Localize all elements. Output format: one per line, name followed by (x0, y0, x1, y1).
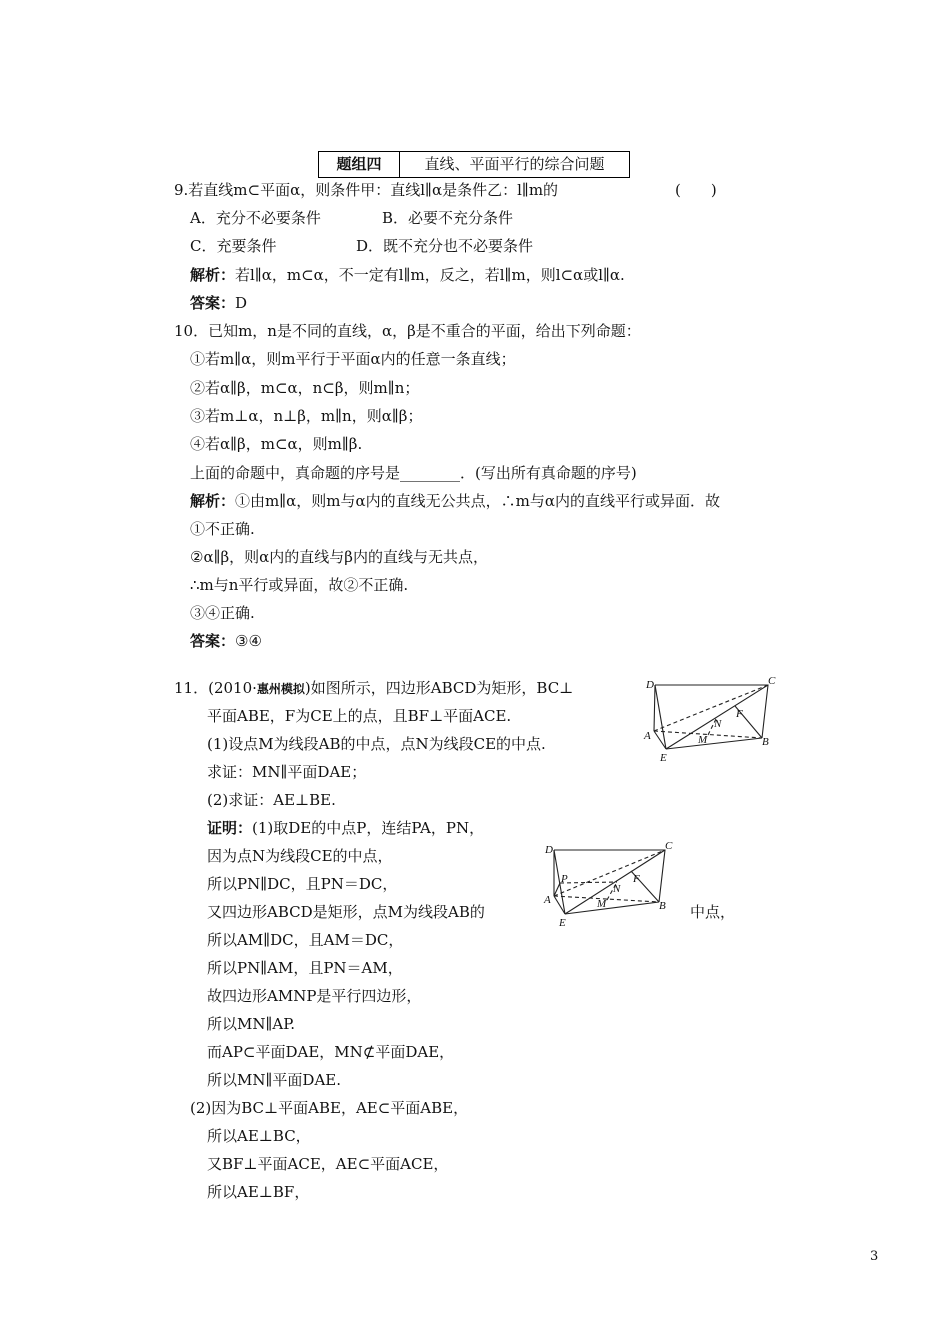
q9-option-c: C．充要条件 (190, 237, 277, 255)
q10-solution-5: ③④正确. (190, 604, 255, 622)
q11-proof-2: 所以PN∥DC，且PN＝DC， (207, 875, 398, 893)
q10-stem: 10．已知m，n是不同的直线，α，β是不重合的平面，给出下列命题： (174, 322, 641, 340)
q10-ask: 上面的命题中，真命题的序号是________．(写出所有真命题的序号) (190, 464, 637, 482)
fig1-label-n: N (714, 718, 722, 730)
q11-stem-2: 平面ABE，F为CE上的点，且BF⊥平面ACE. (207, 707, 512, 725)
q9-solution (190, 264, 625, 286)
q11-source: 惠州模拟 (256, 682, 305, 696)
fig2-edge-eb (565, 902, 659, 914)
fig2-label-e: E (559, 917, 566, 929)
q11-proof-7: 所以MN∥AP. (207, 1015, 296, 1033)
q11-part-1: (1)设点M为线段AB的中点，点N为线段CE的中点. (207, 735, 546, 753)
fig2-label-m: M (597, 898, 607, 910)
q10-solution-3: ②α∥β，则α内的直线与β内的直线与无共点， (190, 548, 488, 566)
figure-2-diagram (541, 838, 681, 933)
q11-part-2: (2)求证：AE⊥BE. (207, 791, 336, 809)
q9-solution-label: 解析： (190, 266, 236, 284)
q9-option-b: B．必要不充分条件 (382, 209, 514, 227)
fig2-label-n: N (613, 883, 621, 895)
q11-prove-1: 求证：MN∥平面DAE； (207, 763, 367, 781)
fig2-label-d: D (545, 844, 553, 856)
page-number: 3 (870, 1249, 879, 1264)
q9-answer-value: D (235, 294, 248, 312)
q11-proof-0 (207, 817, 484, 839)
fig2-edge-ac (554, 850, 665, 896)
section-topic: 直线、平面平行的综合问题 (424, 155, 605, 173)
q11-proof2-2: 又BF⊥平面ACE，AE⊂平面ACE， (207, 1155, 449, 1173)
fig1-edge-de (655, 685, 666, 749)
q9-option-d: D．既不充分也不必要条件 (356, 237, 534, 255)
q9-answer-label: 答案： (190, 294, 236, 312)
fig1-label-e: E (660, 752, 667, 764)
q11-proof2-0: (2)因为BC⊥平面ABE，AE⊂平面ABE， (190, 1099, 469, 1117)
fig2-label-b: B (659, 900, 666, 912)
q11-proof-label: 证明： (207, 819, 253, 837)
fig2-edge-pn (560, 882, 617, 883)
q9-paren: ( ) (675, 181, 717, 199)
q9-answer (190, 292, 247, 314)
section-header (318, 151, 630, 178)
fig2-label-c: C (665, 840, 673, 852)
q11-midpoint-tail: 中点， (690, 903, 736, 921)
q10-prop-3: ③若m⊥α，n⊥β，m∥n，则α∥β； (190, 407, 423, 425)
q10-answer (190, 630, 262, 652)
fig2-label-a: A (544, 894, 551, 906)
q10-prop-4: ④若α∥β，m⊂α，则m∥β. (190, 435, 363, 453)
q11-proof-3: 又四边形ABCD是矩形，点M为线段AB的 (207, 903, 485, 921)
q11-proof-4: 所以AM∥DC，且AM＝DC， (207, 931, 404, 949)
q11-proof-1: 因为点N为线段CE的中点， (207, 847, 393, 865)
fig2-label-f: F (633, 873, 640, 885)
fig1-edge-dcb (655, 685, 768, 738)
q9-stem: 9.若直线m⊂平面α，则条件甲：直线l∥α是条件乙：l∥m的 (174, 181, 559, 199)
q10-solution-text-1: ①由m∥α，则m与α内的直线无公共点，∴m与α内的直线平行或异面．故 (235, 492, 721, 510)
fig1-label-a: A (644, 730, 651, 742)
fig1-label-m: M (698, 734, 708, 746)
q10-solution-label: 解析： (190, 492, 236, 510)
q10-prop-1: ①若m∥α，则m平行于平面α内的任意一条直线； (190, 350, 516, 368)
q11-stem (174, 677, 573, 700)
fig2-edge-ap (554, 883, 560, 896)
q11-proof-text-0: (1)取DE的中点P，连结PA，PN， (252, 819, 485, 837)
q11-proof-6: 故四边形AMNP是平行四边形， (207, 987, 422, 1005)
fig2-edge-ab (554, 896, 659, 902)
fig1-edge-da (654, 685, 655, 731)
fig1-label-c: C (768, 675, 776, 687)
q10-solution-1 (190, 490, 720, 512)
q11-stem-b: )如图所示，四边形ABCD为矩形，BC⊥ (304, 679, 574, 697)
q10-solution-2: ①不正确. (190, 520, 255, 538)
q10-answer-label: 答案： (190, 632, 236, 650)
section-group: 题组四 (319, 152, 400, 177)
q10-prop-2: ②若α∥β，m⊂α，n⊂β，则m∥n； (190, 379, 420, 397)
fig2-edge-dcb (554, 850, 665, 902)
q10-solution-4: ∴m与n平行或异面，故②不正确. (190, 576, 409, 594)
q11-stem-a: 11．(2010· (174, 679, 257, 697)
q11-proof-8: 而AP⊂平面DAE，MN⊄平面DAE， (207, 1043, 455, 1061)
q10-answer-value: ③④ (235, 632, 262, 650)
q9-option-a: A．充分不必要条件 (190, 209, 321, 227)
fig2-edge-ce (565, 850, 665, 914)
figure-1-diagram (640, 673, 780, 768)
fig1-label-d: D (646, 679, 654, 691)
fig1-label-f: F (736, 708, 743, 720)
q11-proof-9: 所以MN∥平面DAE. (207, 1071, 341, 1089)
fig2-label-p: P (561, 873, 568, 885)
q9-solution-text: 若l∥α，m⊂α，不一定有l∥m，反之，若l∥m，则l⊂α或l∥α. (235, 266, 625, 284)
q11-proof2-3: 所以AE⊥BF， (207, 1183, 310, 1201)
q11-proof2-1: 所以AE⊥BC， (207, 1127, 311, 1145)
fig1-label-b: B (762, 736, 769, 748)
q11-proof-5: 所以PN∥AM，且PN＝AM， (207, 959, 403, 977)
